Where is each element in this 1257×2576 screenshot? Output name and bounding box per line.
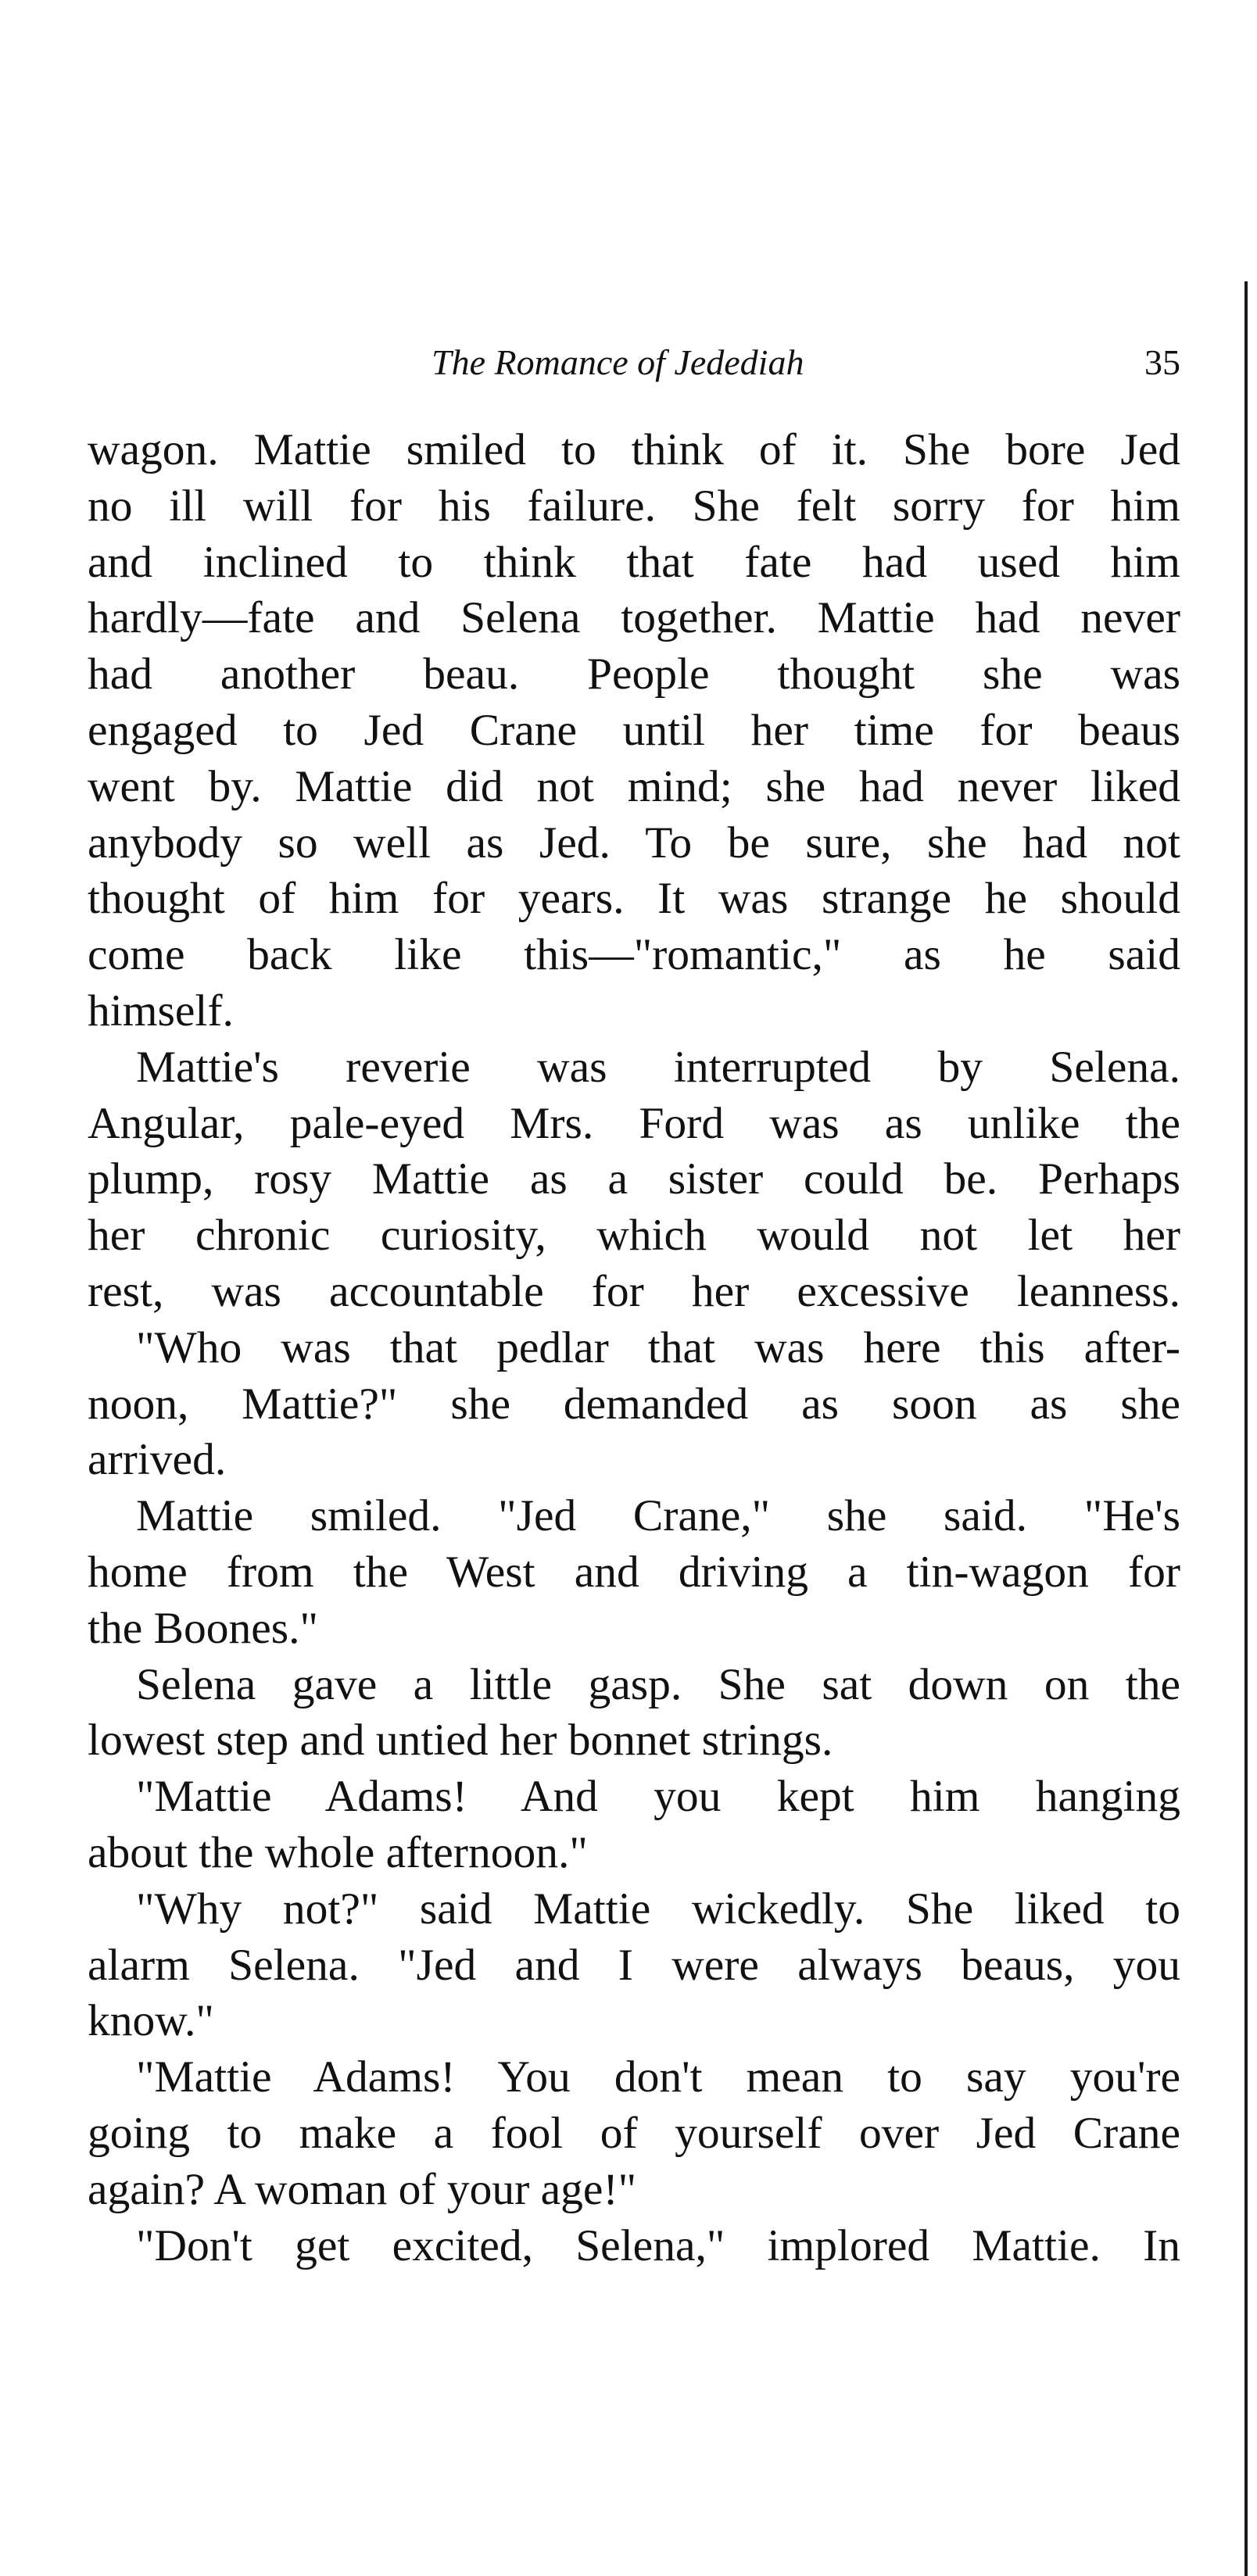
text-line: her chronic curiosity, which would not let her [88,1211,1180,1261]
body-text [88,422,1180,2274]
running-title: The Romance of Jedediah [432,342,804,382]
text-line: went by. Mattie did not mind; she had never liked [88,761,1180,811]
text-line: lowest step and untied her bonnet strings. [88,1716,833,1766]
text-line: engaged to Jed Crane until her time for beaus [88,705,1180,755]
text-line: "Who was that pedlar that was here this after- [136,1322,1180,1372]
text-line: again? A woman of your age!" [88,2164,637,2214]
page-number: 35 [1144,342,1180,382]
text-line: going to make a fool of yourself over Jed Crane [88,2108,1180,2158]
text-line: plump, rosy Mattie as a sister could be. Perhaps [88,1154,1180,1204]
text-line: Selena gave a little gasp. She sat down on the [136,1659,1180,1709]
text-line: himself. [88,986,234,1036]
text-line: noon, Mattie?" she demanded as soon as she [88,1379,1180,1429]
text-line: "Mattie Adams! And you kept him hanging [136,1772,1180,1822]
text-line: Mattie smiled. "Jed Crane," she said. "He's [136,1491,1180,1541]
text-line: home from the West and driving a tin-wagon for [88,1547,1180,1597]
text-line: hardly—fate and Selena together. Mattie had never [88,593,1180,643]
text-line: thought of him for years. It was strange he should [88,874,1180,924]
text-line: know." [88,1996,214,2046]
text-line: Angular, pale-eyed Mrs. Ford was as unlike the [88,1098,1180,1148]
text-line: about the whole afternoon." [88,1827,588,1877]
text-line: arrived. [88,1435,227,1485]
text-line: come back like this—"romantic," as he said [88,930,1180,980]
text-line: and inclined to think that fate had used him [88,537,1180,587]
text-line: wagon. Mattie smiled to think of it. She bore Jed [88,425,1180,474]
text-line: "Don't get excited, Selena," implored Mattie. In [136,2220,1180,2270]
scan-edge-line [1244,281,1248,2576]
text-line: rest, was accountable for her excessive leanness. [88,1266,1180,1316]
text-line: had another beau. People thought she was [88,649,1180,699]
text-line: alarm Selena. "Jed and I were always beaus, you [88,1940,1180,1990]
text-line: anybody so well as Jed. To be sure, she had not [88,818,1180,868]
running-head [88,338,1180,388]
text-line: Mattie's reverie was interrupted by Selena. [136,1042,1180,1092]
text-line: "Mattie Adams! You don't mean to say you're [136,2052,1180,2102]
text-line: the Boones." [88,1603,318,1653]
text-line: no ill will for his failure. She felt sorry for him [88,481,1180,531]
text-line: "Why not?" said Mattie wickedly. She liked to [136,1884,1180,1934]
